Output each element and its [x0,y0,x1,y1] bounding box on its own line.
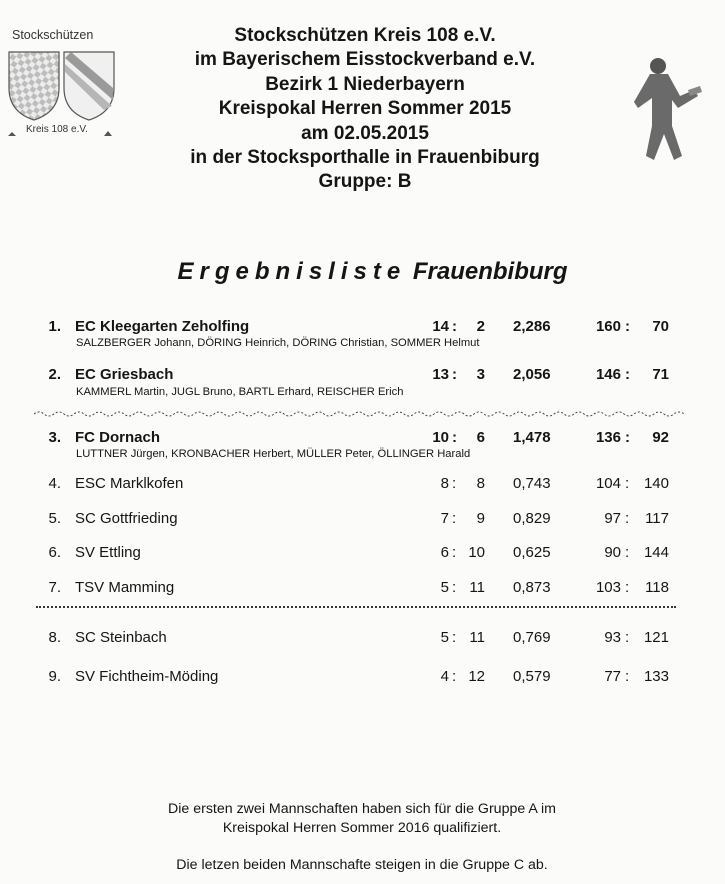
stock-separator: : [625,544,630,561]
promotion-divider [34,410,684,418]
stock-ratio: 0,829 [513,510,551,527]
points-separator: : [452,318,457,335]
team-name: SV Ettling [75,544,141,561]
team-name: ESC Marklkofen [75,475,184,492]
result-row [0,366,725,388]
header-venue: in der Stocksporthalle in Frauenbiburg [190,147,540,169]
stock-points-won: 104 [595,475,621,492]
stock-points-lost: 140 [643,475,669,492]
header-association: Stockschützen Kreis 108 e.V. [234,25,496,46]
stock-points-won: 103 [595,579,621,596]
player-silhouette-icon [628,56,704,166]
stock-separator: : [625,318,630,335]
stock-points-lost: 144 [643,544,669,561]
stock-ratio: 1,478 [513,429,551,446]
rank: 3. [48,429,61,446]
points-separator: : [452,366,457,383]
rank: 4. [48,475,61,492]
header-district: Bezirk 1 Niederbayern [265,73,465,95]
relegation-note: Die letzen beiden Mannschafte steigen in die Gruppe C ab. [176,857,548,873]
points-separator: : [452,475,457,492]
points-separator: : [452,579,457,596]
points-lost: 3 [476,366,485,383]
stock-ratio: 2,286 [513,318,551,335]
stock-points-lost: 133 [643,668,669,685]
stock-ratio: 0,743 [513,475,551,492]
team-name: EC Kleegarten Zeholfing [75,318,250,335]
points-separator: : [452,668,457,685]
footer-notes [62,800,662,875]
result-row [0,629,725,651]
result-row [0,544,725,566]
header-date: am 02.05.2015 [301,122,429,144]
rank: 9. [48,668,61,685]
stock-points-won: 146 [595,366,621,383]
stock-separator: : [625,366,630,383]
points-won: 5 [440,629,449,646]
stock-points-won: 93 [604,629,621,646]
list-title [100,258,645,286]
team-name: FC Dornach [75,429,161,446]
points-won: 13 [432,366,449,383]
result-row [0,579,725,601]
stock-points-won: 77 [604,668,621,685]
result-row [0,510,725,532]
stock-separator: : [625,429,630,446]
club-crest-icon [4,48,122,122]
points-lost: 6 [476,429,485,446]
result-row [0,475,725,497]
header-competition: Kreispokal Herren Sommer 2015 [218,98,512,120]
rank: 8. [48,629,61,646]
points-separator: : [452,510,457,527]
team-players: KAMMERL Martin, JUGL Bruno, BARTL Erhard, REISCHER Erich [76,386,404,398]
document-header [130,24,600,195]
points-lost: 11 [469,579,485,596]
points-won: 8 [440,475,449,492]
points-separator: : [452,544,457,561]
stock-points-won: 160 [595,318,621,335]
stock-separator: : [625,668,630,685]
rank: 7. [48,579,61,596]
stock-ratio: 2,056 [513,366,551,383]
points-won: 14 [432,318,449,335]
team-players: LUTTNER Jürgen, KRONBACHER Herbert, MÜLLER Peter, ÖLLINGER Harald [76,448,471,460]
team-name: TSV Mamming [75,579,175,596]
club-logo [4,28,122,148]
team-name: SC Steinbach [75,629,167,646]
rank: 2. [48,366,61,383]
stock-separator: : [625,629,630,646]
stock-points-lost: 121 [643,629,669,646]
points-separator: : [452,629,457,646]
points-lost: 9 [476,510,485,527]
logo-subtitle: Kreis 108 e.V. [26,124,88,135]
team-name: SC Gottfrieding [75,510,178,527]
stock-points-won: 97 [604,510,621,527]
curling-stone-icons [4,124,122,144]
points-lost: 12 [468,668,485,685]
rank: 1. [48,318,61,335]
stock-points-lost: 117 [645,510,669,527]
stock-points-lost: 92 [652,429,669,446]
list-title-word: Ergebnisliste [177,258,407,285]
points-lost: 2 [476,318,485,335]
points-lost: 8 [476,475,485,492]
points-lost: 11 [469,629,485,646]
points-separator: : [452,429,457,446]
stock-separator: : [625,510,630,527]
qualification-note-cont: Kreispokal Herren Sommer 2016 qualifiziert. [222,820,502,836]
qualification-note: Die ersten zwei Mannschaften haben sich für die Gruppe A im [167,801,556,817]
stock-points-won: 90 [604,544,621,561]
rank: 5. [48,510,61,527]
team-players: SALZBERGER Johann, DÖRING Heinrich, DÖRING Christian, SOMMER Helmut [76,337,480,349]
team-name: EC Griesbach [75,366,174,383]
result-row [0,668,725,690]
header-federation: im Bayerischem Eisstockverband e.V. [194,49,536,71]
stock-ratio: 0,873 [513,579,551,596]
stock-points-lost: 71 [652,366,669,383]
stock-separator: : [625,475,630,492]
stock-ratio: 0,579 [513,668,551,685]
header-group: Gruppe: B [318,171,412,193]
relegation-divider [36,606,676,608]
logo-title: Stockschützen [12,28,94,42]
stock-ratio: 0,769 [513,629,551,646]
list-title-location: Frauenbiburg [412,258,568,285]
points-won: 5 [440,579,449,596]
stock-points-lost: 118 [645,579,669,596]
team-name: SV Fichtheim-Möding [75,668,219,685]
points-lost: 10 [468,544,485,561]
stock-points-lost: 70 [652,318,669,335]
points-won: 10 [432,429,449,446]
rank: 6. [48,544,61,561]
stock-separator: : [625,579,630,596]
stock-points-won: 136 [595,429,621,446]
points-won: 6 [440,544,449,561]
points-won: 7 [440,510,449,527]
points-won: 4 [440,668,449,685]
stock-ratio: 0,625 [513,544,551,561]
